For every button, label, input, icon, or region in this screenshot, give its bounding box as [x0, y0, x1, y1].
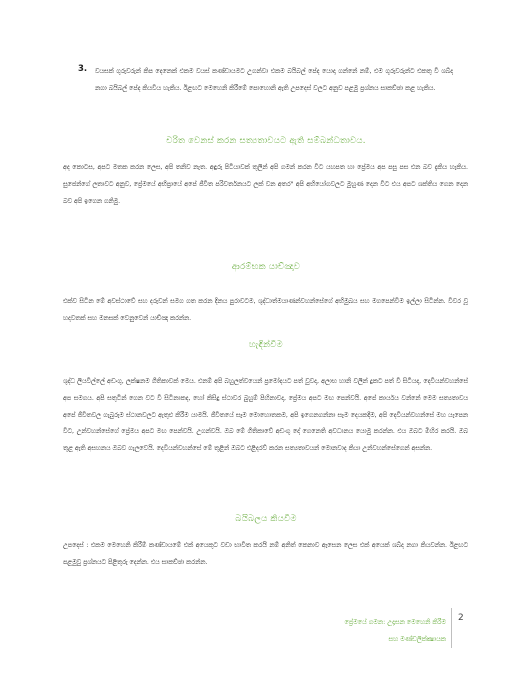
footer-line-1: ප්‍රේමයේ ගමන: උදෑසන මෙහෙනි කිරීම [344, 618, 446, 626]
section-body-character-change: අද කොටස, අපට මතක කරන ලෙස, අපි තනිව නැත. අඳුරු පිටියාවක් තුලින් අපි ගමන් කරන විට යහපත හා ප්‍රේමය අප පසු පස එන බව දැකිය හැකිය. සුජෙන්ගේ ලතාවට අනුව, ප්‍රේමයේ අභිප්‍රායේ අපේ ජීවිත පරිවර්තනයට ලක් වන අතර" අපි අභියෝගවලට මුහුණ දෙන විට එය අපට ශක්තිය ගෙන දෙන බව අපි ඉගෙන ගනිමු. [63, 164, 468, 205]
footer-divider [451, 608, 452, 648]
section-body-introduction: ශුද්ධ ලියවිල්ලේ අඩංගු, ලක්ෂනම ගීතිකාවක් මෙය. එනම් අපි බහුලත්වයෙන් ප්‍රමෝදයට පත් වුවද, අලාභ හානි වලින් දුකට පත් වී සිටියද, දෙවියන්වහන්සේ අප සමගය. අපි සතුටින් ගෙන වට වී සිටිනාකද, හෝ කිසිදු ස්ථාවර බුහුම් පිහිනාවද, ප්‍රේමය අපට මඟ පෙන්වයි. අපේ කාර්යය වන්නේ මෙම සත්‍යතාවය අපේ ජීවිතවල ගැබුරුම ස්ථානවලට ඇතුළු කිරීම යාමයි. ජීවිතයේ සෑම මොහොතකම, අපි ඉගෙනගන්නා සෑම දෙයකදීම, අපි දෙවියන්වහන්සේ මහ යැපෙන විට, උන්වහන්සේගේ ප්‍රේමය අපට මඟ පෙන්වයි. උගන්වයි. ඔබ මේ ගීතිකාවේ අඩංගු දේ ගෙනෙති අවධානය යොමු කරන්න. එය ඔබට මිහිර කරයි. ඔබ තුළ ඇති අසහනය ඔබව ගැලවෙයි. දෙවියන්වහන්සේ මේ තුළින් ඔබට එළිදරව් කරන සත්‍යතාවයන් මොනවාද කියා උන්වහන්සේගෙන් අසන්න. [63, 378, 468, 453]
page-number: 2 [458, 613, 464, 623]
footer-title [344, 614, 446, 648]
numbered-item-3 [78, 64, 453, 97]
section-heading-introduction: හැඳින්වීම [249, 340, 283, 350]
list-number: 3. [78, 64, 88, 74]
list-item-text: වයසක් ගුරුවරුන් කිප දෙනෙක් එකම වයස් කණ්ඩායමට උගන්වා එකම බයිබල් පේද යොදා ගන්නේ නම්, එම ගුරුවරුන්ට එකතු වී ශබ්ද නගා බයිබල් පේද කියවිය හැකිය. ඊළඟට මෙහෙනි කිරීමේ පොහොනි ඇති උපදෙස් වලට අනුව පළමු ප්‍රශ්නය සාකච්ඡා කළ හැකිය. [95, 68, 453, 92]
footer-line-2: සහ මණ්ඩලික්ක්‍ෂායක [388, 635, 446, 643]
section-body-bible-reading: උපදෙස් : එකම මෙහෙනි කිරීම් කණ්ඩායමේ එක් අයෙකුට වඩා භාවිත කරයි නම් අනිත් කෙනාව ඇසෙන ලෙස එක් අයෙක් ශබ්ද නගා කියවන්න. ඊළඟට පළමුවු ප්‍රශ්නයට පිළිතුරු දෙන්න. එය සාකච්ඡා කරන්න. [63, 542, 468, 566]
section-heading-opening-prayer: ආරම්භක යාච්ඤාව [231, 262, 301, 272]
section-heading-character-change: චරිත වෙනස් කරන සත්‍යතාවයට ඇති සම්බන්ධතාවය. [166, 136, 366, 146]
section-body-opening-prayer: එක්ව සිටින මේ අවස්ථාවේ සහ දරුවන් සමග ගත කරන දිනය පුරාවටම, ශුද්ධාත්මයාණන්වහන්සේගේ අභිමුඛය සහ මගපෙන්වීම ඉල්ලා සිටින්න. විවර වූ හදවතක් සහ මනසක් වෙනුවෙන් යාච්ඤා කරන්න. [63, 298, 468, 322]
section-heading-bible-reading: බයිබලය කියවීම [235, 514, 297, 524]
